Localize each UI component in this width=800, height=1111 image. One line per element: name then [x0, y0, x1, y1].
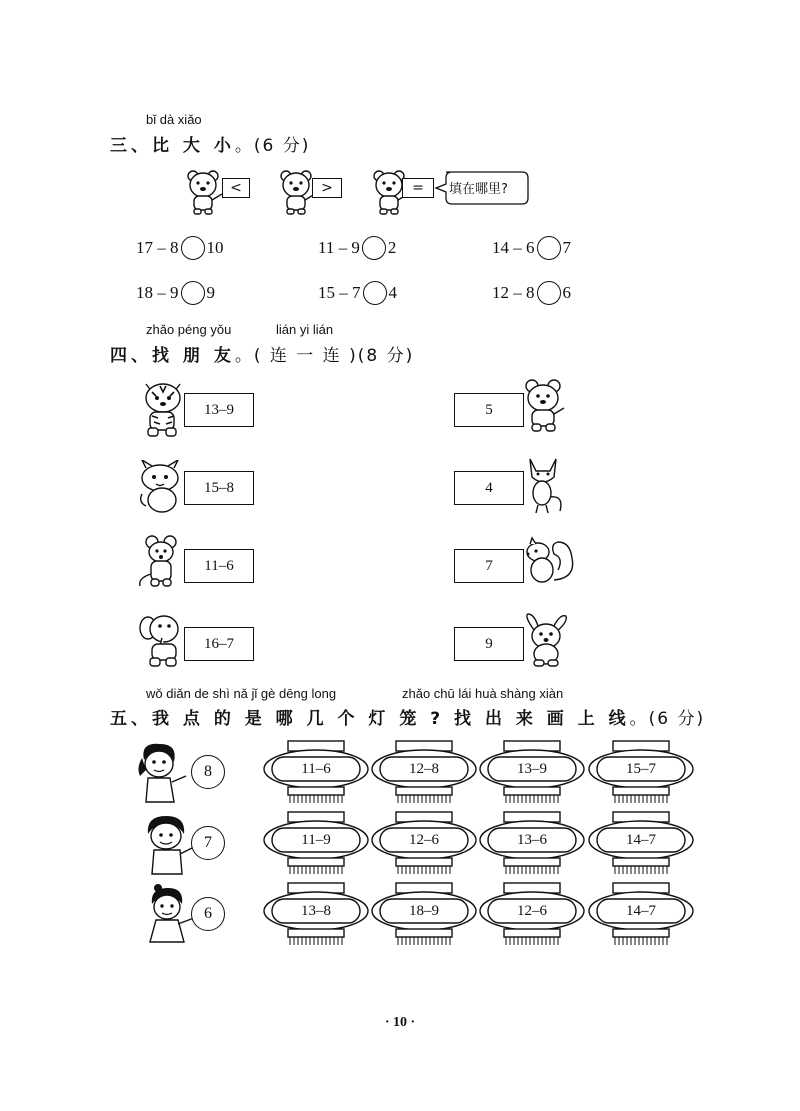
page-number: · 10 · [384, 1015, 416, 1030]
section4-pinyin-title: zhǎo péng yǒu [146, 322, 232, 337]
lantern[interactable] [262, 810, 370, 876]
expression-box[interactable]: 16–7 [184, 627, 254, 661]
lantern-label: 12–8 [409, 760, 439, 777]
answer-box[interactable]: 7 [454, 549, 524, 583]
number-circle: 6 [191, 897, 225, 931]
section4-points: 。( 连 一 连 )(8 分) [234, 346, 415, 366]
compare-right: 7 [562, 238, 571, 257]
compare-item [136, 281, 215, 305]
tiger-icon [138, 378, 188, 440]
answer-circle[interactable] [363, 281, 387, 305]
lantern[interactable] [262, 739, 370, 805]
mouse-icon [136, 534, 188, 592]
number-circle: 8 [191, 755, 225, 789]
section5-title: 五、我 点 的 是 哪 几 个 灯 笼 ? 找 出 来 画 上 线 [110, 709, 630, 729]
compare-item [318, 281, 397, 305]
section5-pinyin-title: wǒ diǎn de shì nǎ jǐ gè dēng long [146, 686, 337, 701]
bear-icon [520, 378, 570, 438]
section3-title: 三、比 大 小 [110, 136, 235, 156]
squirrel-icon [520, 536, 576, 588]
compare-item [136, 236, 224, 260]
lantern-label: 11–6 [301, 760, 331, 777]
lantern[interactable] [370, 739, 478, 805]
compare-item [318, 236, 396, 260]
symbol-greater-than-box: > [312, 178, 342, 198]
lantern-label: 13–6 [517, 831, 547, 848]
lantern[interactable] [587, 739, 695, 805]
lantern-label: 12–6 [517, 902, 547, 919]
lantern-label: 13–9 [517, 760, 547, 777]
compare-left: 14 – 6 [492, 238, 535, 257]
bubble-text: 填在哪里? [449, 182, 508, 197]
symbol-equal-box: = [402, 178, 434, 198]
answer-circle[interactable] [181, 236, 205, 260]
lantern[interactable] [587, 810, 695, 876]
expression-box[interactable]: 15–8 [184, 471, 254, 505]
section3-pinyin: bǐ dà xiǎo [146, 112, 202, 127]
lantern-label: 11–9 [301, 831, 331, 848]
lantern[interactable] [370, 810, 478, 876]
compare-left: 18 – 9 [136, 283, 179, 302]
compare-right: 2 [387, 238, 397, 257]
compare-item [492, 236, 571, 260]
section4-title: 四、找 朋 友 [110, 346, 235, 366]
lantern[interactable] [262, 881, 370, 947]
lantern-label: 14–7 [626, 902, 656, 919]
section3-heading [110, 131, 310, 156]
rabbit-icon [520, 612, 572, 668]
compare-left: 17 – 8 [136, 238, 179, 257]
answer-box[interactable]: 9 [454, 627, 524, 661]
section4-pinyin-note: lián yi lián [276, 322, 334, 337]
compare-right: 9 [206, 283, 215, 302]
lantern-label: 15–7 [626, 760, 656, 777]
compare-right: 6 [562, 283, 571, 302]
cat-icon [136, 460, 188, 516]
expression-box[interactable]: 11–6 [184, 549, 254, 583]
lantern[interactable] [478, 881, 586, 947]
compare-item [492, 281, 571, 305]
compare-left: 11 – 9 [318, 238, 360, 257]
compare-left: 15 – 7 [318, 283, 361, 302]
fox-icon [520, 455, 568, 517]
section3-points: 。(6 分) [234, 136, 311, 156]
answer-circle[interactable] [537, 281, 561, 305]
compare-right: 4 [388, 283, 397, 302]
lantern[interactable] [587, 881, 695, 947]
lantern-label: 14–7 [626, 831, 656, 848]
girl-icon [130, 740, 194, 804]
lantern-label: 12–6 [409, 831, 439, 848]
answer-circle[interactable] [362, 236, 386, 260]
compare-left: 12 – 8 [492, 283, 535, 302]
section5-pinyin-note: zhǎo chū lái huà shàng xiàn [402, 686, 564, 701]
answer-circle[interactable] [537, 236, 561, 260]
section5-heading [110, 704, 705, 729]
lantern[interactable] [370, 881, 478, 947]
lantern-label: 13–8 [301, 902, 331, 919]
symbol-less-than-box: < [222, 178, 250, 198]
answer-box[interactable]: 5 [454, 393, 524, 427]
number-circle: 7 [191, 826, 225, 860]
section4-heading [110, 341, 414, 366]
lantern[interactable] [478, 810, 586, 876]
elephant-icon [138, 612, 188, 670]
answer-box[interactable]: 4 [454, 471, 524, 505]
lantern-label: 18–9 [409, 902, 439, 919]
lantern[interactable] [478, 739, 586, 805]
expression-box[interactable]: 13–9 [184, 393, 254, 427]
answer-circle[interactable] [181, 281, 205, 305]
section5-points: 。(6 分) [629, 709, 706, 729]
compare-right: 10 [206, 238, 224, 257]
